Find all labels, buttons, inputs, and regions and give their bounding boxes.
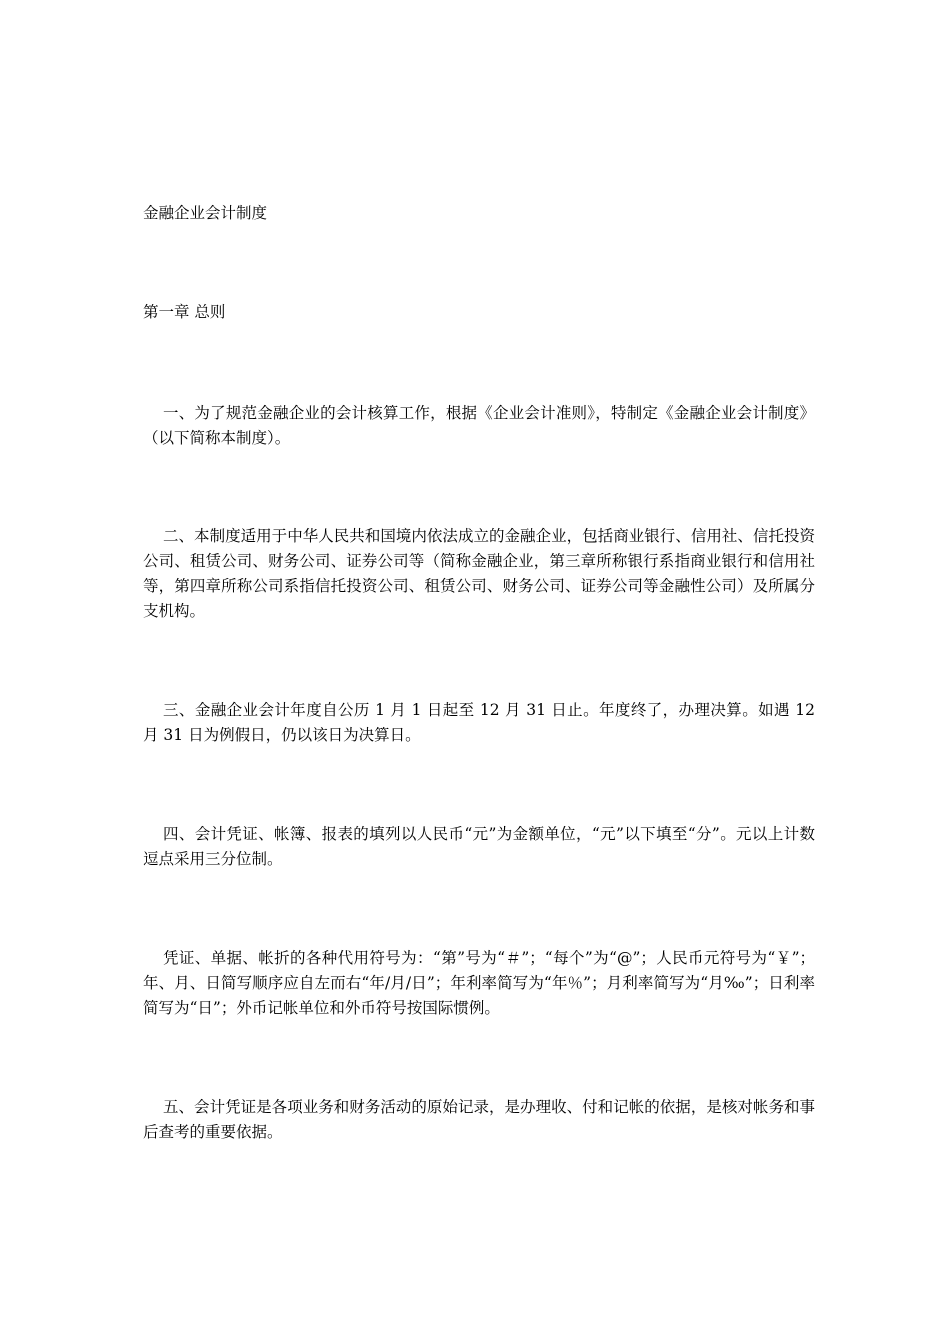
chapter-heading: 第一章 总则	[143, 303, 226, 321]
paragraph-article-3	[143, 698, 815, 748]
paragraph-article-1	[143, 401, 815, 451]
paragraph-article-2	[143, 524, 815, 624]
paragraph-text: 凭证、单据、帐折的各种代用符号为：“第”号为“＃”；“每个”为“@”；人民币元符号为“￥”；年、月、日简写顺序应自左而右“年/月/日”；年利率简写为“年％”；月利率简写为“月‰”；日利率简写为“日”；外币记帐单位和外币符号按国际惯例。	[143, 949, 815, 1017]
paragraph-text: 四、会计凭证、帐簿、报表的填列以人民币“元”为金额单位，“元”以下填至“分”。元以上计数逗点采用三分位制。	[143, 825, 815, 868]
document-title: 金融企业会计制度	[143, 204, 268, 222]
paragraph-article-5	[143, 1095, 815, 1145]
paragraph-article-4	[143, 822, 815, 872]
paragraph-text: 二、本制度适用于中华人民共和国境内依法成立的金融企业，包括商业银行、信用社、信托投资公司、租赁公司、财务公司、证券公司等（简称金融企业，第三章所称银行系指商业银行和信用社等，第四章所称公司系指信托投资公司、租赁公司、财务公司、证券公司等金融性公司）及所属分支机构。	[143, 527, 815, 620]
paragraph-symbols	[143, 946, 815, 1021]
paragraph-text: 一、为了规范金融企业的会计核算工作，根据《企业会计准则》，特制定《金融企业会计制度》（以下简称本制度）。	[143, 404, 815, 447]
paragraph-text: 三、金融企业会计年度自公历 1 月 1 日起至 12 月 31 日止。年度终了，办理决算。如遇 12 月 31 日为例假日，仍以该日为决算日。	[143, 701, 815, 744]
paragraph-text: 五、会计凭证是各项业务和财务活动的原始记录，是办理收、付和记帐的依据，是核对帐务和事后查考的重要依据。	[143, 1098, 815, 1141]
